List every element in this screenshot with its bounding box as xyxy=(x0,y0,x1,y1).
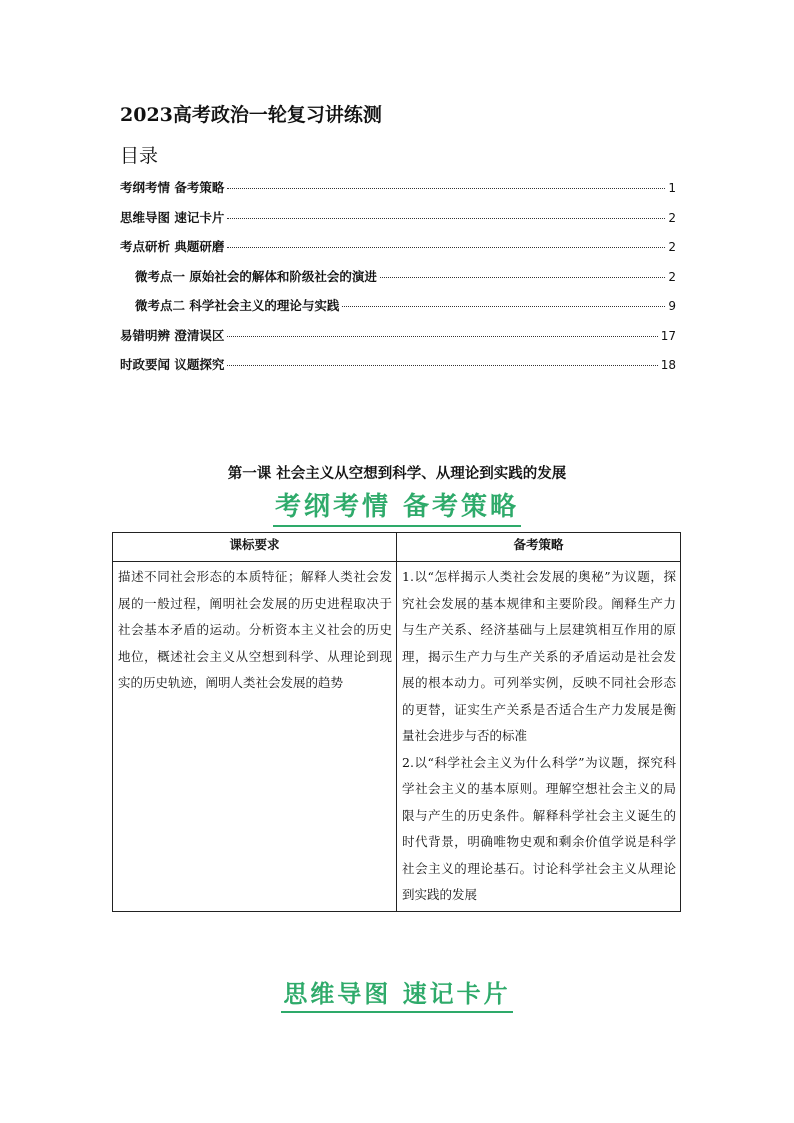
toc-entry-page: 17 xyxy=(660,328,676,343)
toc-entry-label: 易错明辨 澄清误区 xyxy=(120,327,225,343)
toc-leader-dots xyxy=(227,247,665,248)
toc-entry[interactable] xyxy=(120,237,676,267)
toc-leader-dots xyxy=(380,277,666,278)
toc-entry[interactable] xyxy=(120,178,676,208)
table-row xyxy=(113,562,681,912)
toc-leader-dots xyxy=(227,188,665,189)
toc-entry[interactable] xyxy=(120,296,676,326)
section-banner-mind-map xyxy=(0,974,794,1013)
toc-entry-label: 微考点二 科学社会主义的理论与实践 xyxy=(135,298,340,313)
section-banner-text: 考纲考情 备考策略 xyxy=(273,486,521,527)
toc-entry[interactable] xyxy=(120,355,676,385)
toc-leader-dots xyxy=(342,306,665,307)
toc-entry-page: 9 xyxy=(668,299,676,313)
toc-entry-page: 2 xyxy=(668,269,676,284)
document-title: 2023高考政治一轮复习讲练测 xyxy=(120,104,382,126)
strategy-cell xyxy=(397,562,681,912)
column-header-requirements: 课标要求 xyxy=(113,533,397,562)
section-banner-exam-outline xyxy=(0,486,794,527)
toc-entry[interactable] xyxy=(120,208,676,238)
toc-entry-page: 2 xyxy=(668,210,676,225)
strategy-item: 1.以“怎样揭示人类社会发展的奥秘”为议题，探究社会发展的基本规律和主要阶段。阐释生产力与生产关系、经济基础与上层建筑相互作用的原理，揭示生产力与生产关系的矛盾运动是社会发展的根本动力。可列举实例，反映不同社会形态的更替，证实生产关系是否适合生产力发展是衡量社会进步与否的标准 xyxy=(402,569,676,743)
study-plan-table xyxy=(112,532,681,912)
toc-leader-dots xyxy=(227,336,657,337)
section-banner-text: 思维导图 速记卡片 xyxy=(281,974,512,1013)
table-of-contents xyxy=(120,178,676,385)
toc-leader-dots xyxy=(227,365,657,366)
lesson-title: 第一课 社会主义从空想到科学、从理论到实践的发展 xyxy=(227,465,567,482)
toc-entry-page: 1 xyxy=(668,181,676,195)
toc-entry-page: 18 xyxy=(660,358,676,372)
toc-entry[interactable] xyxy=(120,267,676,297)
toc-leader-dots xyxy=(227,218,665,219)
strategy-item: 2.以“科学社会主义为什么科学”为议题，探究科学社会主义的基本原则。理解空想社会主义的局限与产生的历史条件。解释科学社会主义诞生的时代背景，明确唯物史观和剩余价值学说是科学社会主义的理论基石。讨论科学社会主义从理论到实践的发展 xyxy=(402,754,676,902)
toc-entry-label: 考点研析 典题研磨 xyxy=(120,239,225,254)
toc-entry-label: 时政要闻 议题探究 xyxy=(120,357,225,372)
table-header-row xyxy=(113,533,681,562)
toc-entry-label: 思维导图 速记卡片 xyxy=(120,209,225,225)
toc-entry-page: 2 xyxy=(668,240,676,254)
toc-entry[interactable] xyxy=(120,326,676,356)
requirements-text: 描述不同社会形态的本质特征；解释人类社会发展的一般过程，阐明社会发展的历史进程取决于社会基本矛盾的运动。分析资本主义社会的历史地位，概述社会主义从空想到科学、从理论到现实的历史轨迹，阐明人类社会发展的趋势 xyxy=(118,569,392,690)
column-header-strategy: 备考策略 xyxy=(397,533,681,562)
toc-entry-label: 微考点一 原始社会的解体和阶级社会的演进 xyxy=(135,268,377,284)
curriculum-requirements-cell xyxy=(113,562,397,912)
toc-heading: 目录 xyxy=(120,145,159,167)
toc-entry-label: 考纲考情 备考策略 xyxy=(120,180,225,195)
